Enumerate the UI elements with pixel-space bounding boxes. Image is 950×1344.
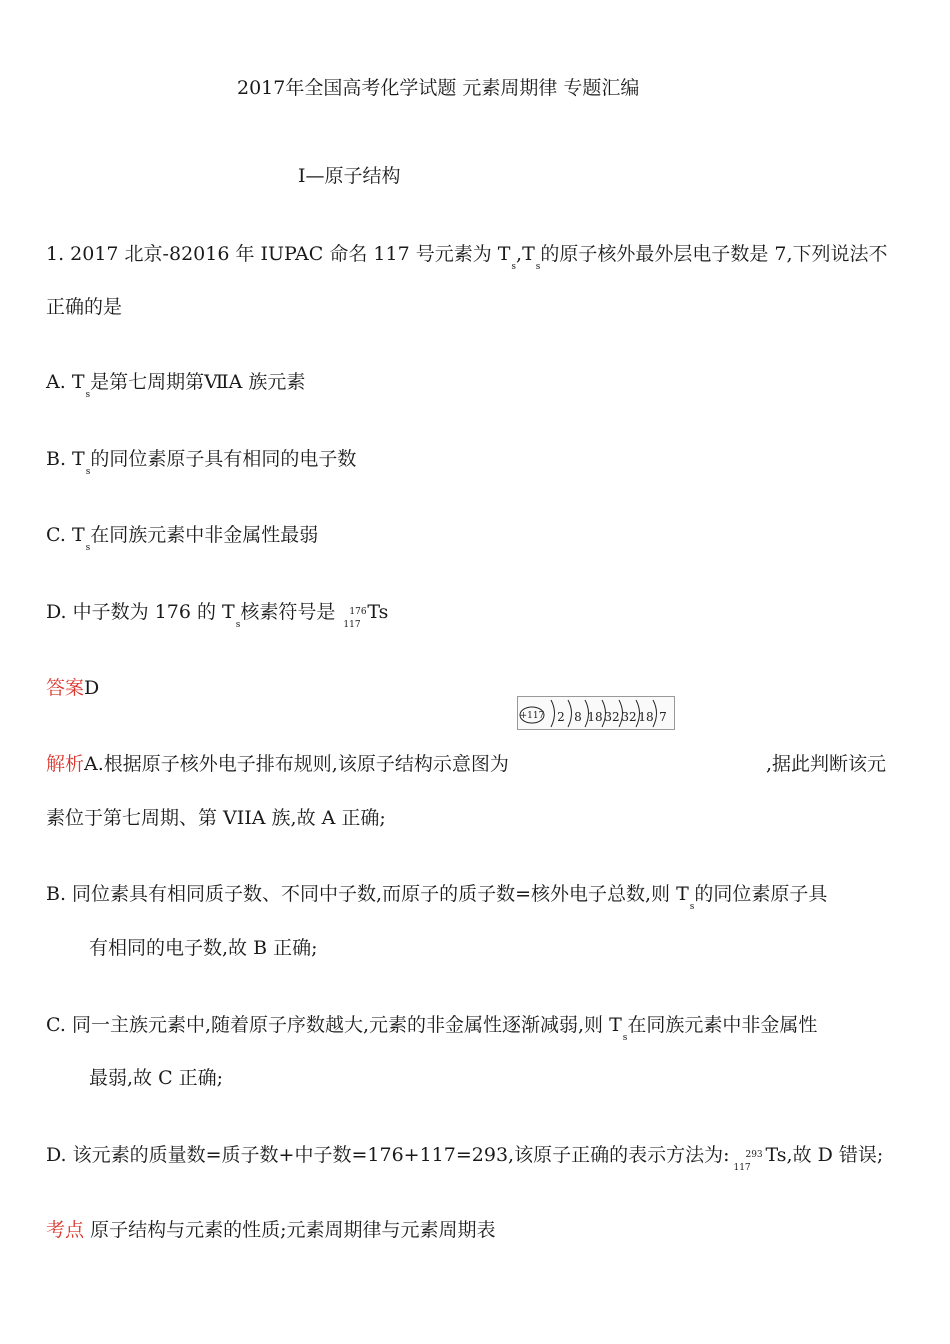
shell-arc bbox=[568, 700, 572, 727]
analysis-text: 的同位素原子具 bbox=[694, 883, 828, 905]
page-title: 2017年全国高考化学试题 元素周期律 专题汇编 bbox=[237, 77, 640, 99]
analysis-text: 在同族元素中非金属性 bbox=[627, 1014, 818, 1036]
option-text: 核素符号是 bbox=[240, 601, 336, 623]
shell-electron-count: 8 bbox=[574, 710, 582, 724]
option-c bbox=[46, 523, 318, 551]
shell-electron-count: 18 bbox=[587, 710, 603, 724]
option-text: 是第七周期第ⅦA 族元素 bbox=[90, 371, 306, 393]
analysis-d-line bbox=[46, 1143, 884, 1173]
option-label: D. bbox=[46, 601, 73, 623]
section-heading: Ⅰ—原子结构 bbox=[298, 165, 401, 187]
shell-electron-count: 32 bbox=[604, 710, 620, 724]
shell-electron-count: 18 bbox=[638, 710, 654, 724]
kaodian-line bbox=[46, 1218, 495, 1242]
subscript-s: s bbox=[689, 902, 695, 912]
option-label: C. bbox=[46, 524, 72, 546]
element-symbol: T bbox=[71, 524, 85, 546]
element-symbol: T bbox=[72, 448, 85, 470]
subscript-s: s bbox=[511, 262, 517, 272]
mass-number: 176 bbox=[349, 607, 367, 617]
analysis-text: A.根据原子核外电子排布规则,该原子结构示意图为 bbox=[84, 753, 509, 775]
analysis-c-line-1 bbox=[46, 1013, 817, 1041]
option-label: B. bbox=[46, 448, 73, 470]
option-label: A. bbox=[46, 371, 72, 393]
analysis-b-line-2: 有相同的电子数,故 B 正确; bbox=[89, 937, 318, 959]
shell-electron-count: 7 bbox=[659, 710, 667, 724]
shell-electron-count: 2 bbox=[557, 710, 565, 724]
answer-line bbox=[46, 676, 99, 700]
atomic-structure-diagram bbox=[517, 696, 675, 730]
question-line-1 bbox=[46, 242, 888, 270]
shell-arc bbox=[551, 700, 555, 727]
analysis-b-line-1 bbox=[46, 882, 827, 910]
option-text: 中子数为 176 的 T bbox=[72, 601, 235, 623]
analysis-text: Ts,故 D 错误; bbox=[765, 1144, 884, 1166]
atomic-number: 117 bbox=[343, 620, 361, 630]
analysis-a-line-2: 素位于第七周期、第 VIIA 族,故 A 正确; bbox=[46, 807, 386, 829]
option-text: 的同位素原子具有相同的电子数 bbox=[90, 448, 357, 470]
analysis-a-line-1 bbox=[46, 752, 509, 776]
answer-label: 答案 bbox=[46, 677, 85, 699]
question-text: 的原子核外最外层电子数是 7,下列说法不 bbox=[540, 243, 888, 265]
question-text: 1. 2017 北京-82016 年 IUPAC 命名 117 号元素为 T bbox=[46, 243, 511, 265]
subscript-s: s bbox=[85, 543, 91, 553]
subscript-s: s bbox=[622, 1033, 628, 1043]
option-text: 在同族元素中非金属性最弱 bbox=[90, 524, 319, 546]
nucleus-charge: +117 bbox=[519, 711, 545, 721]
subscript-s: s bbox=[85, 390, 91, 400]
option-d bbox=[46, 600, 388, 628]
subscript-s: s bbox=[85, 467, 91, 477]
option-b bbox=[46, 447, 356, 475]
question-text: ,T bbox=[516, 243, 535, 265]
option-a bbox=[46, 370, 305, 398]
analysis-c-line-2: 最弱,故 C 正确; bbox=[89, 1067, 224, 1089]
answer-value: D bbox=[84, 677, 100, 699]
analysis-a-line-1-end: ,据此判断该元 bbox=[766, 753, 887, 775]
shell-labels bbox=[557, 710, 667, 724]
question-line-2: 正确的是 bbox=[46, 296, 123, 318]
element-symbol: T bbox=[71, 371, 85, 393]
analysis-label: 解析 bbox=[46, 753, 85, 775]
atomic-number: 117 bbox=[733, 1163, 751, 1173]
analysis-text: B. 同位素具有相同质子数、不同中子数,而原子的质子数=核外电子总数,则 T bbox=[46, 883, 689, 905]
kaodian-text: 原子结构与元素的性质;元素周期律与元素周期表 bbox=[90, 1219, 496, 1241]
subscript-s: s bbox=[235, 620, 241, 630]
nuclide-notation bbox=[341, 600, 367, 630]
subscript-s: s bbox=[535, 262, 541, 272]
element-symbol: Ts bbox=[367, 601, 389, 623]
analysis-text: D. 该元素的质量数=质子数+中子数=176+117=293,该原子正确的表示方法为: bbox=[46, 1144, 730, 1166]
kaodian-label: 考点 bbox=[46, 1219, 85, 1241]
shell-electron-count: 32 bbox=[621, 710, 637, 724]
nuclide-notation bbox=[729, 1143, 765, 1173]
atomic-structure-svg bbox=[518, 697, 674, 729]
mass-number: 293 bbox=[745, 1150, 763, 1160]
analysis-text: C. 同一主族元素中,随着原子序数越大,元素的非金属性逐渐减弱,则 T bbox=[46, 1014, 622, 1036]
